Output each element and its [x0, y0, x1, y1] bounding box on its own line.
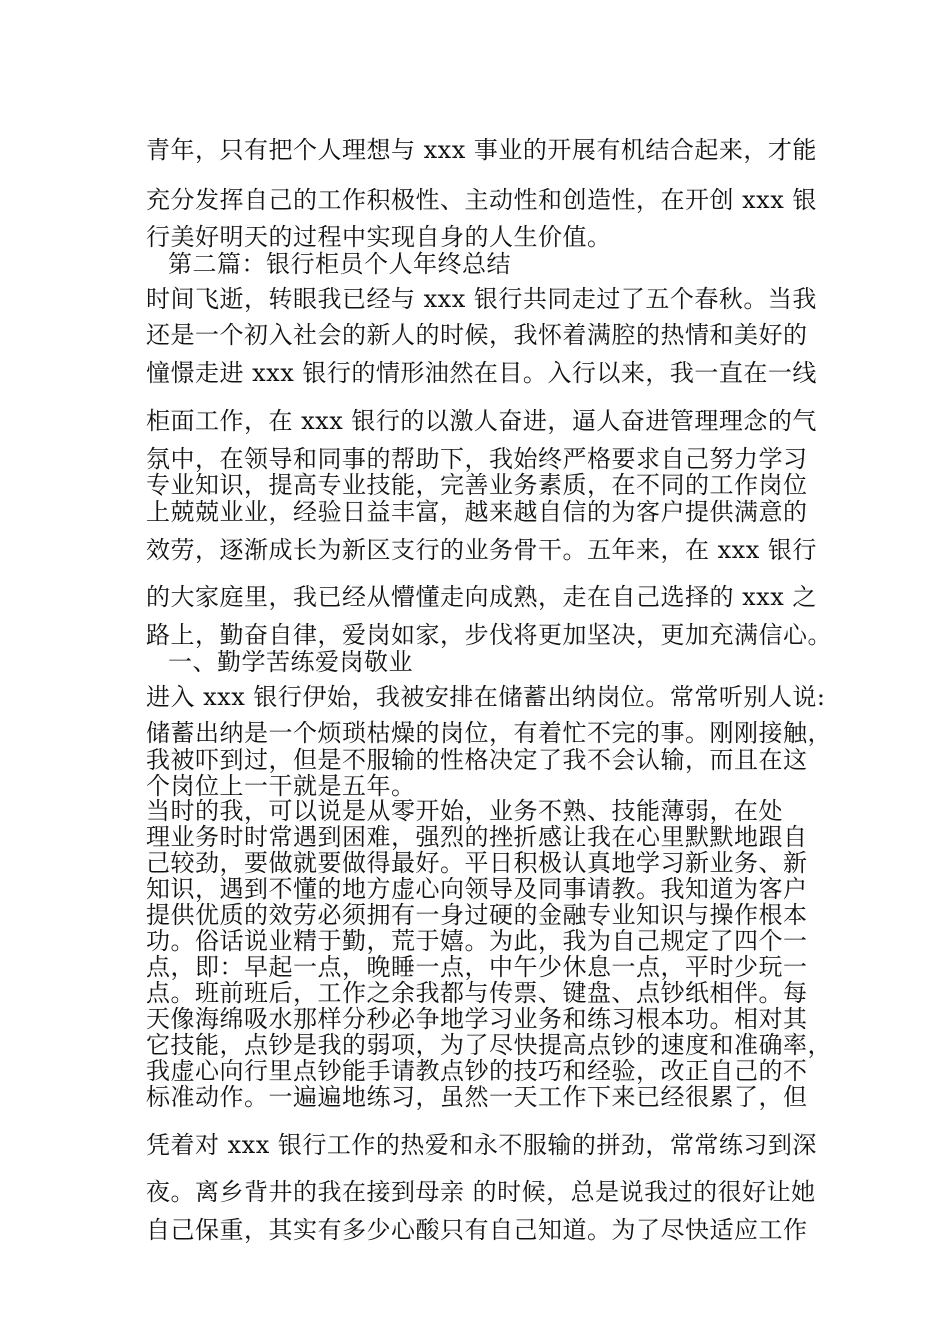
text-line: 进入 xxx 银行伊始，我被安排在储蓄出纳岗位。常常听别人说:	[146, 683, 826, 711]
text-line: 时间飞逝，转眼我已经与 xxx 银行共同走过了五个春秋。当我	[146, 285, 817, 313]
text-line: 个岗位上一干就是五年。	[146, 772, 416, 800]
text-line: 它技能，点钞是我的弱项，为了尽快提高点钞的速度和准确率，	[146, 1031, 832, 1059]
text-line: 点，即：早起一点，晚睡一点，中午少休息一点，平时少玩一	[146, 953, 808, 981]
text-line: 己较劲，要做就要做得最好。平日积极认真地学习新业务、新	[146, 849, 808, 877]
text-line: 还是一个初入社会的新人的时候，我怀着满腔的热情和美好的	[146, 321, 808, 349]
text-line: 天像海绵吸水那样分秒必争地学习业务和练习根本功。相对其	[146, 1005, 808, 1033]
text-line: 憧憬走进 xxx 银行的情形油然在目。入行以来，我一直在一线	[146, 359, 817, 387]
text-line: 氛中，在领导和同事的帮助下，我始终严格要求自己努力学习	[146, 445, 808, 473]
section-heading: 第二篇：银行柜员个人年终总结	[168, 250, 511, 278]
text-line: 青年，只有把个人理想与 xxx 事业的开展有机结合起来，才能	[146, 136, 817, 164]
text-line: 上兢兢业业，经验日益丰富，越来越自信的为客户提供满意的	[146, 498, 808, 526]
text-line: 自己保重，其实有多少心酸只有自己知道。为了尽快适应工作	[146, 1216, 808, 1244]
text-line: 知识，遇到不懂的地方虚心向领导及同事请教。我知道为客户	[146, 875, 808, 903]
text-line: 提供优质的效劳必须拥有一身过硬的金融专业知识与操作根本	[146, 901, 808, 929]
text-line: 我虚心向行里点钞能手请教点钞的技巧和经验，改正自己的不	[146, 1057, 808, 1085]
text-line: 专业知识，提高专业技能，完善业务素质，在不同的工作岗位	[146, 471, 808, 499]
text-line: 凭着对 xxx 银行工作的热爱和永不服输的拼劲，常常练习到深	[146, 1131, 817, 1159]
text-line: 点。班前班后，工作之余我都与传票、键盘、点钞纸相伴。每	[146, 979, 808, 1007]
text-line: 柜面工作，在 xxx 银行的以激人奋进，逼人奋进管理理念的气	[146, 407, 817, 435]
text-line: 当时的我，可以说是从零开始，业务不熟、技能薄弱，在处	[146, 797, 783, 825]
text-line: 储蓄出纳是一个烦琐枯燥的岗位，有着忙不完的事。刚刚接触，	[146, 719, 832, 747]
text-line: 夜。离乡背井的我在接到母亲 的时候，总是说我过的很好让她	[146, 1178, 816, 1206]
section-heading: 一、勤学苦练爱岗敬业	[168, 648, 413, 676]
text-line: 路上，勤奋自律，爱岗如家，步伐将更加坚决，更加充满信心。	[146, 621, 832, 649]
text-line: 行美好明天的过程中实现自身的人生价值。	[146, 223, 612, 251]
text-line: 功。俗话说业精于勤，荒于嬉。为此，我为自己规定了四个一	[146, 927, 808, 955]
text-line: 效劳，逐渐成长为新区支行的业务骨干。五年来，在 xxx 银行	[146, 536, 817, 564]
text-line: 理业务时时常遇到困难，强烈的挫折感让我在心里默默地跟自	[146, 823, 808, 851]
text-line: 我被吓到过，但是不服输的性格决定了我不会认输，而且在这	[146, 746, 808, 774]
text-line: 充分发挥自己的工作积极性、主动性和创造性，在开创 xxx 银	[146, 186, 817, 214]
text-line: 的大家庭里，我已经从懵懂走向成熟，走在自己选择的 xxx 之	[146, 583, 817, 611]
text-line: 标准动作。一遍遍地练习，虽然一天工作下来已经很累了，但	[146, 1083, 808, 1111]
